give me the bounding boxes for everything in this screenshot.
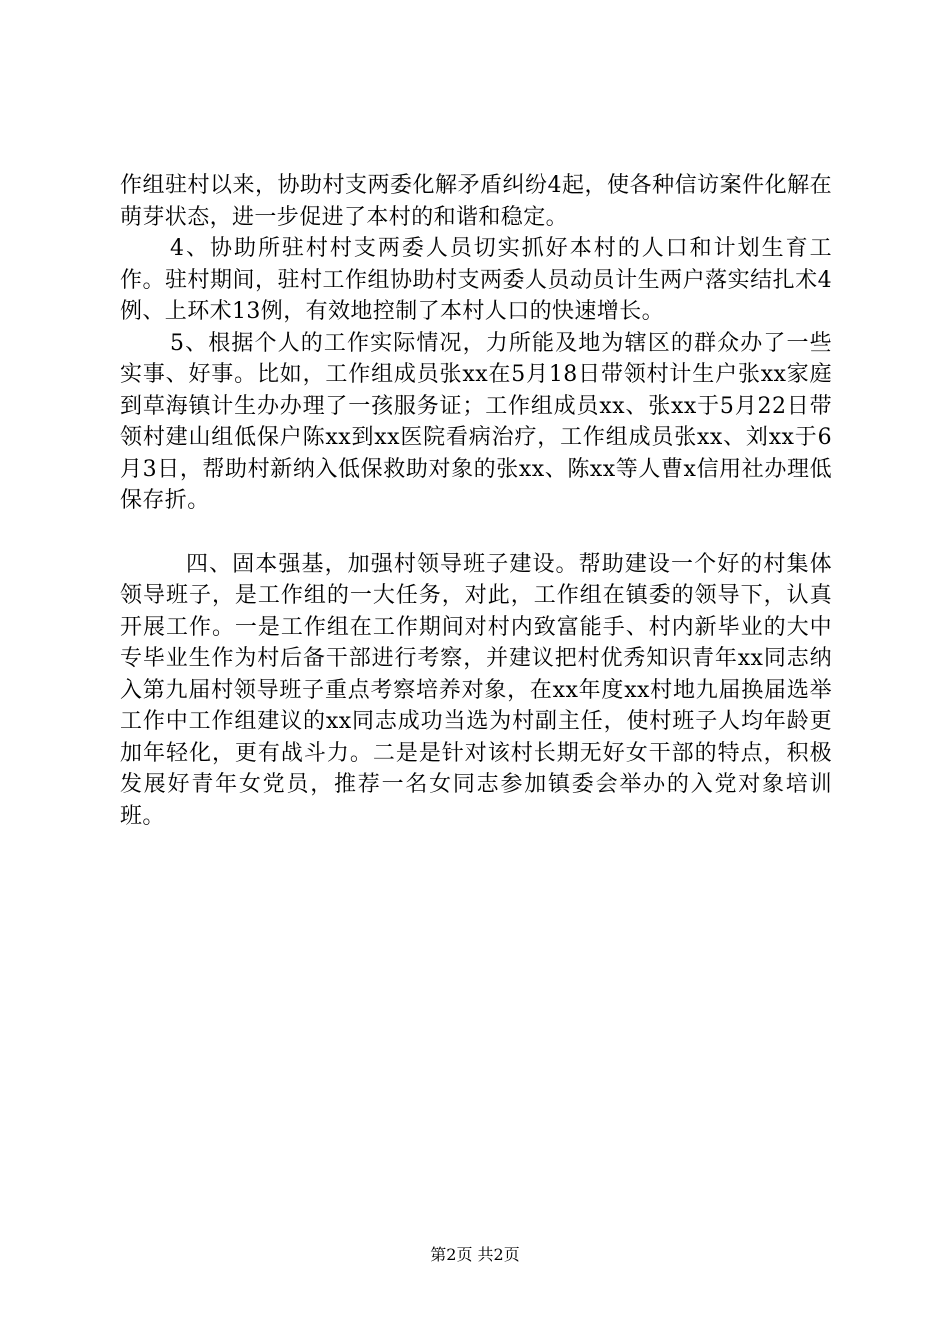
- paragraph-item-4: 4、协助所驻村村支两委人员切实抓好本村的人口和计划生育工作。驻村期间，驻村工作组协助村支两委人员动员计生两户落实结扎术4例、上环术13例，有效地控制了本村人口的快速增长。: [120, 236, 832, 324]
- paragraph-section-4: 四、固本强基，加强村领导班子建设。帮助建设一个好的村集体领导班子，是工作组的一大任务，对此，工作组在镇委的领导下，认真开展工作。一是工作组在工作期间对村内致富能手、村内新毕业的大中专毕业生作为村后备干部进行考察，并建议把村优秀知识青年xx同志纳入第九届村领导班子重点考察培养对象，在xx年度xx村地九届换届选举工作中工作组建议的xx同志成功当选为村副主任，使村班子人均年龄更加年轻化，更有战斗力。二是是针对该村长期无好女干部的特点，积极发展好青年女党员，推荐一名女同志参加镇委会举办的入党对象培训班。: [120, 551, 832, 829]
- page-footer: 第2页 共2页: [430, 1245, 520, 1264]
- document-body: [120, 170, 832, 832]
- paragraph-item-5: 5、根据个人的工作实际情况，力所能及地为辖区的群众办了一些实事、好事。比如，工作组成员张xx在5月18日带领村计生户张xx家庭到草海镇计生办办理了一孩服务证；工作组成员xx、张xx于5月22日带领村建山组低保户陈xx到xx医院看病治疗，工作组成员张xx、刘xx于6月3日，帮助村新纳入低保救助对象的张xx、陈xx等人曹x信用社办理低保存折。: [120, 330, 832, 513]
- paragraph-gap: [120, 517, 832, 549]
- paragraph-continuation: 作组驻村以来，协助村支两委化解矛盾纠纷4起，使各种信访案件化解在萌芽状态，进一步促进了本村的和谐和稳定。: [120, 173, 832, 230]
